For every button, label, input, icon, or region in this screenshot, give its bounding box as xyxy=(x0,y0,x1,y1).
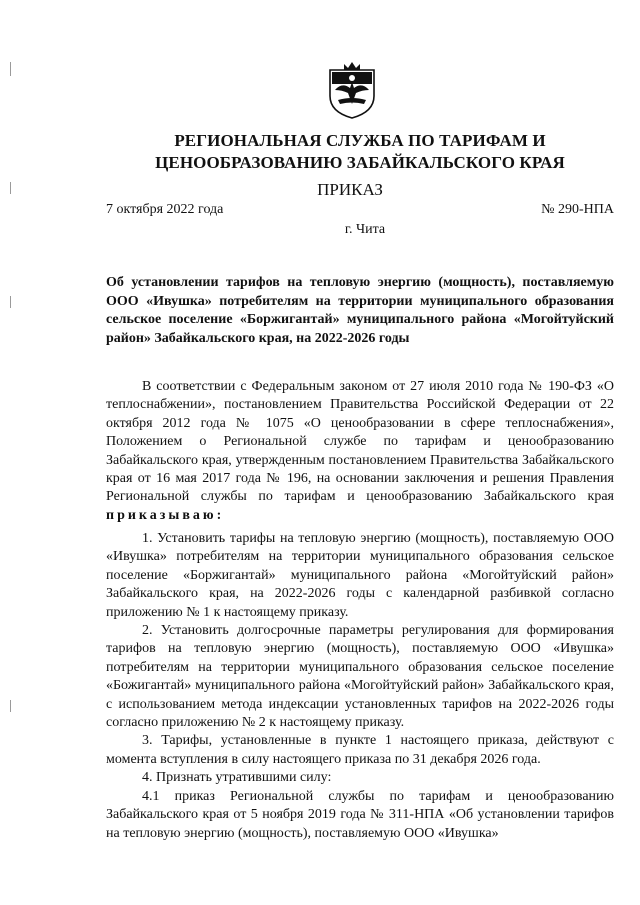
order-item: 4. Признать утратившими силу: xyxy=(142,770,332,786)
order-items xyxy=(106,530,614,843)
order-word: приказываю: xyxy=(106,507,225,523)
document-subject: Об установлении тарифов на тепловую энергию (мощность), поставляемую ООО «Ивушка» потребителям на территории муниципального образования сельское поселение «Боржигантай» муниципального района «Могойтуйский район» Забайкальского края, на 2022-2026 годы xyxy=(106,275,614,346)
coat-of-arms-emblem xyxy=(326,60,378,120)
organization-title-line: ЦЕНООБРАЗОВАНИЮ ЗАБАЙКАЛЬСКОГО КРАЯ xyxy=(155,153,565,172)
order-item: 2. Установить долгосрочные параметры регулирования для формирования тарифов на тепловую энергию (мощность), поставляемую ООО «Ивушка» потребителям на территории муниципального образования сельское поселение «Божигантай» муниципального района «Могойтуйский район» Забайкальского края, с использованием метода индексации установленных тарифов на 2022-2026 годы согласно приложению № 2 к настоящему приказу. xyxy=(106,623,614,731)
order-item: 1. Установить тарифы на тепловую энергию (мощность), поставляемую ООО «Ивушка» потребителям на территории муниципального образования сельское поселение «Боржигантай» муниципального района «Могойтуйский район» Забайкальского края, на 2022-2026 годы с календарной разбивкой согласно приложению № 1 к настоящему приказу. xyxy=(106,531,614,620)
scan-edge-mark xyxy=(10,296,11,308)
document-type: ПРИКАЗ xyxy=(317,180,383,199)
scan-edge-mark xyxy=(10,700,11,712)
organization-title-line: РЕГИОНАЛЬНАЯ СЛУЖБА ПО ТАРИФАМ И xyxy=(174,131,546,150)
document-number: № 290-НПА xyxy=(541,202,614,217)
scan-edge-mark xyxy=(10,62,11,76)
preamble-text: В соответствии с Федеральным законом от 27 июля 2010 года № 190-ФЗ «О теплоснабжении», постановлением Правительства Российской Федерации от 22 октября 2012 года № 1075 «О ценообразовании в сфере теплоснабжения», Положением о Региональной службе по тарифам и ценообразованию Забайкальского края, утвержденным постановлением Правительства Забайкальского края от 16 мая 2017 года № 196, на основании заключения и решения Правления Региональной службы по тарифам и ценообразованию Забайкальского края xyxy=(106,379,614,505)
order-item: 3. Тарифы, установленные в пункте 1 настоящего приказа, действуют с момента вступления в силу настоящего приказа по 31 декабря 2026 года. xyxy=(106,733,614,767)
order-item: 4.1 приказ Региональной службы по тарифам и ценообразованию Забайкальского края от 5 ноября 2019 года № 311-НПА «Об установлении тарифов на тепловую энергию (мощность), поставляемую ООО «Ивушка» xyxy=(106,788,614,841)
document-city: г. Чита xyxy=(344,222,386,237)
organization-title xyxy=(110,130,610,174)
document-date: 7 октября 2022 года xyxy=(106,202,224,217)
preamble-paragraph xyxy=(106,378,614,525)
